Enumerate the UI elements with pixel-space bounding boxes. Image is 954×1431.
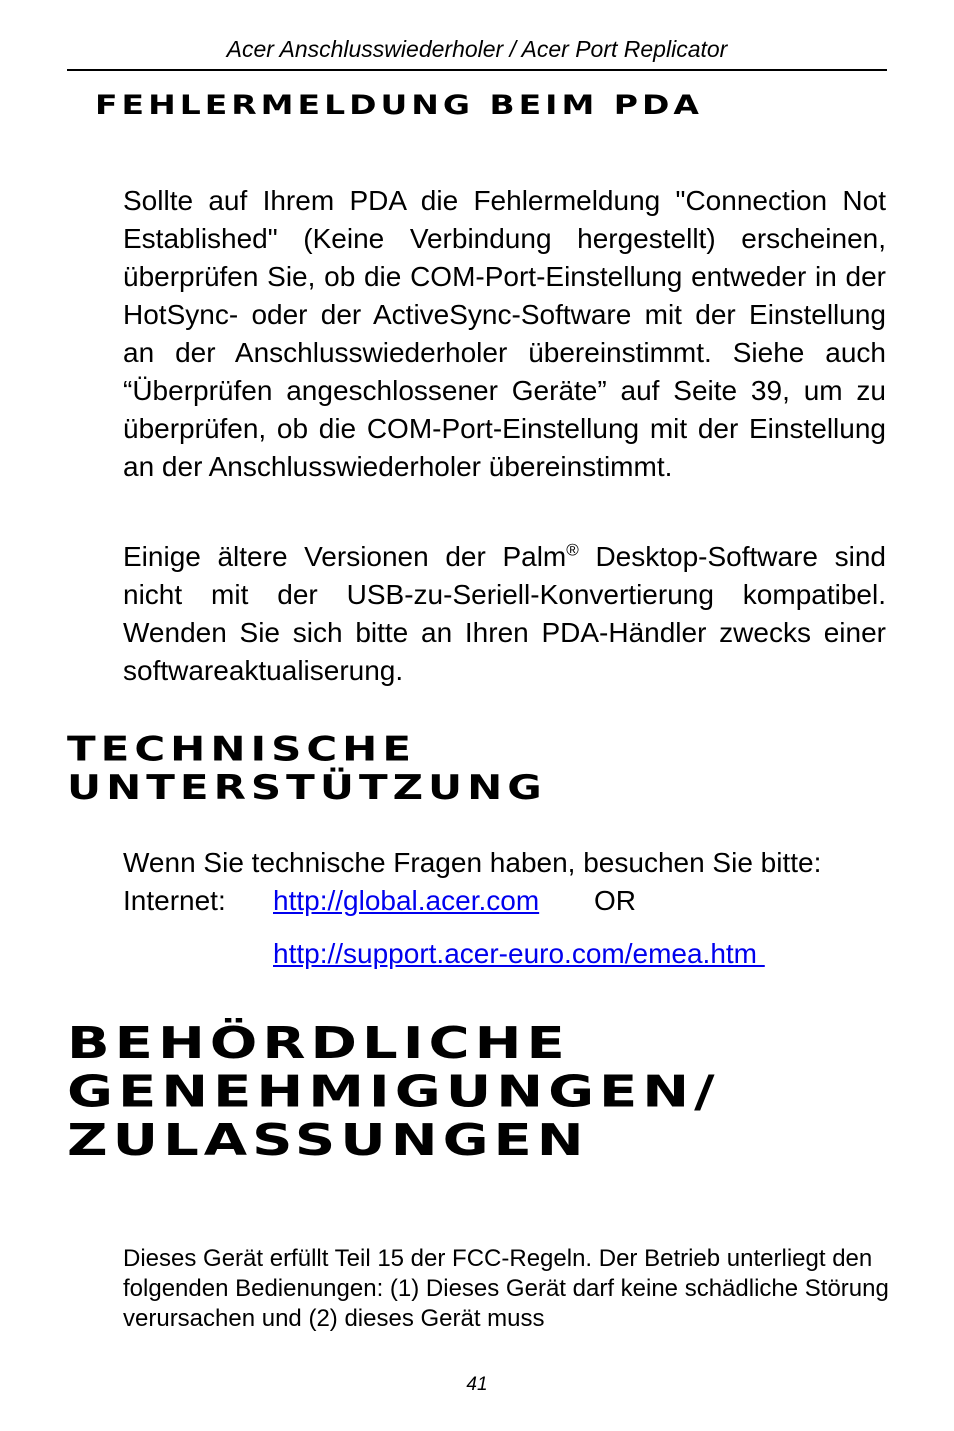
section-heading-regulatory: BEHÖRDLICHE GENEHMIGUNGEN/ ZULASSUNGEN xyxy=(67,1018,720,1166)
running-header: Acer Anschlusswiederholer / Acer Port Replicator xyxy=(226,36,728,62)
paragraph-palm-compat xyxy=(123,538,886,690)
paragraph-palm-text-end: Desktop-Software sind nicht mit der USB-zu-Seriell-Konvertierung kompatibel. Wenden Sie sich bitte an Ihren PDA-Händler zwecks einer softwareaktualiserung. xyxy=(123,541,886,686)
page-number: 41 xyxy=(466,1374,488,1395)
internet-label: Internet: xyxy=(123,885,226,916)
section-heading-pda-error: FEHLERMELDUNG BEIM PDA xyxy=(95,88,703,121)
support-intro: Wenn Sie technische Fragen haben, besuchen Sie bitte: xyxy=(123,847,822,878)
link-global-acer[interactable]: http://global.acer.com xyxy=(273,885,540,916)
section-heading-tech-support: TECHNISCHE UNTERSTÜTZUNG xyxy=(67,729,547,807)
paragraph-palm-text-start: Einige ältere Versionen der Palm xyxy=(123,541,567,572)
registered-mark: ® xyxy=(566,540,579,560)
paragraph-pda-error: Sollte auf Ihrem PDA die Fehlermeldung "Connection Not Established" (Keine Verbindung hergestellt) erscheinen, überprüfen Sie, ob die COM-Port-Einstellung entweder in der HotSync- oder der ActiveSync-Software mit der Einstellung an der Anschlusswiederholer übereinstimmt. Siehe auch “Überprüfen angeschlossener Geräte” auf Seite 39, um zu überprüfen, ob die COM-Port-Einstellung mit der Einstellung an der Anschlusswiederholer übereinstimmt. xyxy=(123,185,886,482)
fcc-text: Dieses Gerät erfüllt Teil 15 der FCC-Regeln. Der Betrieb unterliegt den folgenden Bedienungen: (1) Dieses Gerät darf keine schädliche Störung verursachen und (2) dieses Gerät muss xyxy=(123,1245,889,1332)
header-rule xyxy=(67,69,887,71)
or-text: OR xyxy=(594,885,636,916)
link-support-acer-euro[interactable]: http://support.acer-euro.com/emea.htm xyxy=(273,938,765,969)
